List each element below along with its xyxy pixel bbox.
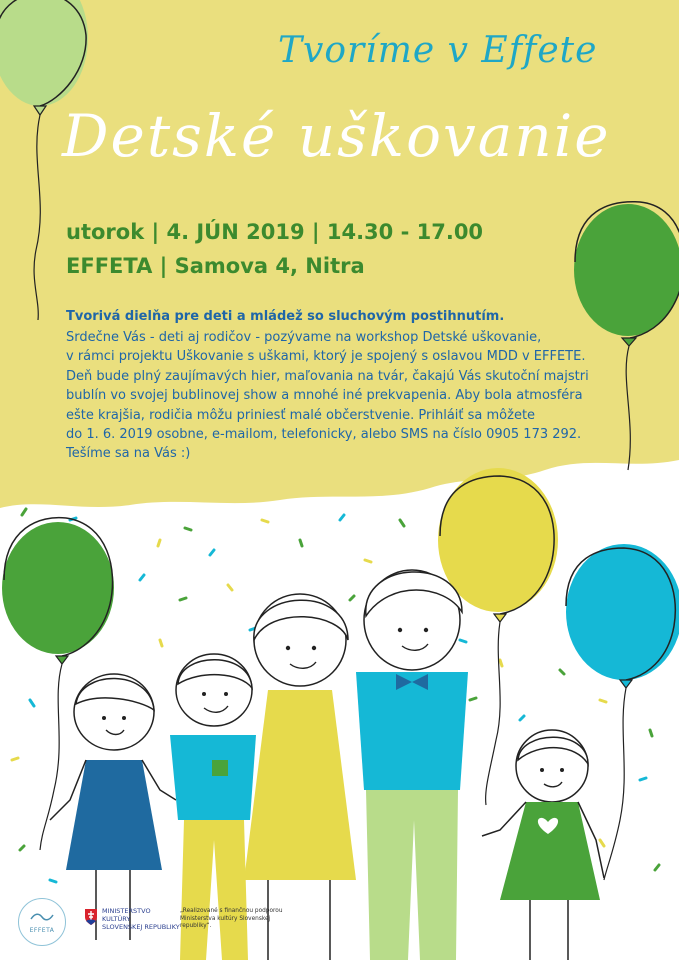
script-title: Detské uškovanie (62, 102, 611, 170)
description-intro: Tvorivá dielňa pre deti a mládež so sluchovým postihnutím. (66, 309, 505, 324)
description-line: Tešíme sa na Vás :) (66, 446, 191, 462)
ministry-line: KULTÚRY (102, 915, 131, 923)
script-subtitle: Tvoríme v Effete (278, 30, 598, 71)
description-line: do 1. 6. 2019 osobne, e-mailom, telefonicky, alebo SMS na číslo 0905 173 292. (66, 427, 582, 443)
ministry-logo (84, 906, 184, 940)
funding-note: „Realizované s finančnou podporou Ministerstva kultúry Slovenskej republiky“. (180, 908, 283, 929)
effeta-wave-icon (30, 911, 54, 923)
description-line: v rámci projektu Uškovanie s uškami, ktorý je spojený s oslavou MDD v EFFETE. (66, 349, 586, 365)
slovak-crest-icon (84, 908, 98, 926)
effeta-logo (18, 898, 66, 946)
description-line: Srdečne Vás - deti aj rodičov - pozývame na workshop Detské uškovanie, (66, 330, 542, 345)
ministry-line: MINISTERSTVO (102, 907, 151, 915)
effeta-logo-text: EFFETA (29, 927, 55, 934)
event-date-line: utorok | 4. JÚN 2019 | 14.30 - 17.00 (66, 220, 484, 244)
event-place-line: EFFETA | Samova 4, Nitra (66, 254, 365, 278)
footer-logos (0, 890, 679, 960)
ministry-line: SLOVENSKEJ REPUBLIKY (102, 923, 180, 931)
description-line: bublín vo svojej bublinovej show a mnohé iné prekvapenia. Aby bola atmosféra (66, 388, 583, 404)
description-line: Deň bude plný zaujímavých hier, maľovania na tvár, čakajú Vás skutoční majstri (66, 368, 589, 384)
description-line: ešte krajšia, rodičia môžu priniesť malé občerstvenie. Prihláiť sa môžete (66, 407, 536, 423)
